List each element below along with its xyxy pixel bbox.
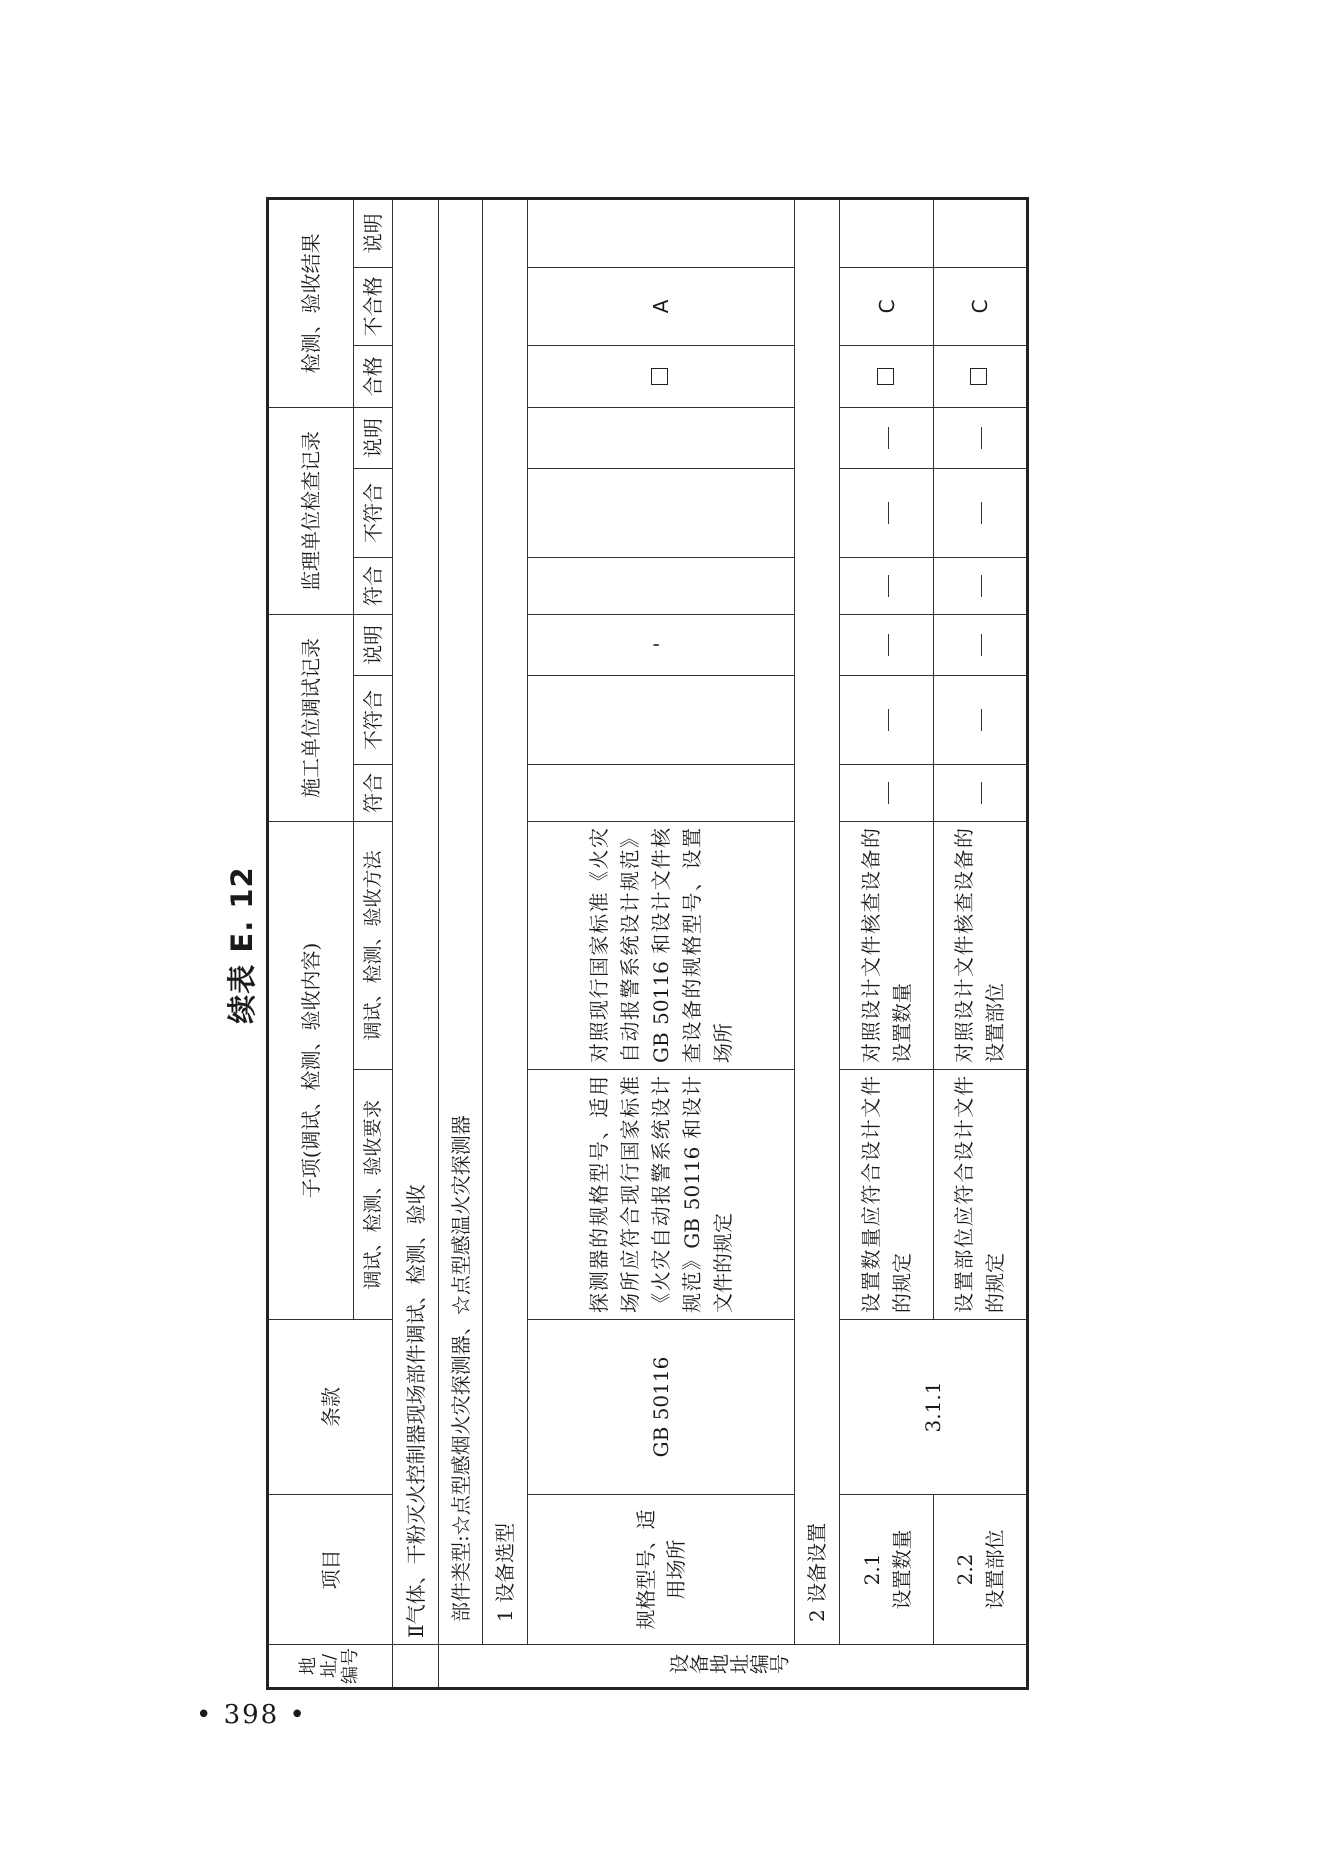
row2-clause: 3.1.1 [840, 1320, 1028, 1495]
row3-contractor-conform[interactable] [934, 764, 1028, 821]
dash-icon [981, 709, 982, 731]
row2-supervisor-nonconform[interactable] [840, 468, 934, 557]
checkbox-icon[interactable] [651, 368, 668, 385]
checkbox-icon[interactable] [970, 368, 987, 385]
row2-contractor-nonconform[interactable] [840, 675, 934, 764]
row2-item-no: 2.1 [859, 1553, 884, 1586]
header-supervisor-note: 说明 [354, 407, 393, 468]
dash-icon [981, 427, 982, 449]
row2-pass[interactable] [840, 345, 934, 407]
row1-supervisor-note[interactable] [528, 407, 795, 468]
group-device-selection: 1 设备选型 [483, 198, 528, 1644]
section-address-cell [393, 1645, 439, 1689]
row3-contractor-nonconform[interactable] [934, 675, 1028, 764]
row3-supervisor-nonconform[interactable] [934, 468, 1028, 557]
dash-icon [981, 502, 982, 524]
row1-contractor-conform[interactable] [528, 764, 795, 821]
dash-icon [888, 502, 889, 524]
header-sub-item: 子项(调试、检测、验收内容) [268, 821, 354, 1319]
row2-supervisor-note[interactable] [840, 407, 934, 468]
inspection-table [266, 197, 1029, 1690]
row1-result-note[interactable] [528, 198, 795, 267]
header-result-note: 说明 [354, 198, 393, 267]
row3-supervisor-conform[interactable] [934, 557, 1028, 614]
row3-item-no: 2.2 [953, 1553, 977, 1586]
header-item: 项目 [268, 1495, 393, 1645]
header-fail: 不合格 [354, 267, 393, 345]
header-clause: 条款 [268, 1320, 393, 1495]
row1-supervisor-conform[interactable] [528, 557, 795, 614]
row2-supervisor-conform[interactable] [840, 557, 934, 614]
row2-item [840, 1495, 934, 1645]
header-requirement: 调试、检测、验收要求 [354, 1070, 393, 1320]
header-contractor-note: 说明 [354, 614, 393, 675]
dash-icon [981, 634, 982, 656]
header-method: 调试、检测、验收方法 [354, 821, 393, 1069]
row2-item-name: 设置数量 [889, 1529, 914, 1610]
row2-method: 对照设计文件核查设备的设置数量 [840, 821, 934, 1069]
row1-pass[interactable] [528, 345, 795, 407]
header-contractor: 施工单位调试记录 [268, 614, 354, 821]
dash-icon [981, 782, 982, 804]
device-address-label: 设备地址编号 [668, 1653, 789, 1678]
dash-icon [888, 575, 889, 597]
row2-contractor-note[interactable] [840, 614, 934, 675]
row2-result-note[interactable] [840, 198, 934, 267]
dash-icon [888, 709, 889, 731]
row2-fail[interactable]: C [840, 267, 934, 345]
header-result: 检测、验收结果 [268, 198, 354, 407]
row1-item: 规格型号、适用场所 [528, 1495, 795, 1645]
row3-pass[interactable] [934, 345, 1028, 407]
dash-icon [888, 782, 889, 804]
row3-requirement: 设置部位应符合设计文件的规定 [934, 1070, 1028, 1320]
page-number: • 398 • [196, 1700, 307, 1730]
header-contractor-nonconform: 不符合 [354, 675, 393, 764]
row1-supervisor-nonconform[interactable] [528, 468, 795, 557]
row1-clause: GB 50116 [528, 1320, 795, 1495]
dash-icon [888, 427, 889, 449]
row3-supervisor-note[interactable] [934, 407, 1028, 468]
section-title: Ⅱ气体、干粉灭火控制器现场部件调试、检测、验收 [393, 198, 439, 1644]
group-device-setup: 2 设备设置 [795, 198, 840, 1644]
row3-item [934, 1495, 1028, 1645]
row3-item-name: 设置部位 [983, 1529, 1007, 1610]
header-contractor-conform: 符合 [354, 764, 393, 821]
row3-contractor-note[interactable] [934, 614, 1028, 675]
header-pass: 合格 [354, 345, 393, 407]
header-supervisor-conform: 符合 [354, 557, 393, 614]
row3-fail[interactable]: C [934, 267, 1028, 345]
dash-icon [981, 575, 982, 597]
row1-contractor-nonconform[interactable] [528, 675, 795, 764]
checkbox-icon[interactable] [877, 368, 894, 385]
row3-result-note[interactable] [934, 198, 1028, 267]
row1-method: 对照现行国家标准《火灾自动报警系统设计规范》GB 50116 和设计文件核查设备的规格型号、设置场所 [528, 821, 795, 1069]
address-column [439, 1645, 1028, 1689]
row1-contractor-note[interactable]: ' [528, 614, 795, 675]
header-address-no: 地址/编号 [268, 1645, 393, 1689]
row1-fail[interactable]: A [528, 267, 795, 345]
header-supervisor: 监理单位检查记录 [268, 407, 354, 614]
row2-requirement: 设置数量应符合设计文件的规定 [840, 1070, 934, 1320]
header-supervisor-nonconform: 不符合 [354, 468, 393, 557]
row1-requirement: 探测器的规格型号、适用场所应符合现行国家标准《火灾自动报警系统设计规范》GB 50116 和设计文件的规定 [528, 1070, 795, 1320]
table-title: 续表 E. 12 [225, 866, 259, 1024]
dash-icon [888, 634, 889, 656]
component-type: 部件类型:☆点型感烟火灾探测器、☆点型感温火灾探测器 [439, 198, 483, 1644]
row2-contractor-conform[interactable] [840, 764, 934, 821]
row3-method: 对照设计文件核查设备的设置部位 [934, 821, 1028, 1069]
rotated-table-wrapper [220, 200, 1128, 1690]
